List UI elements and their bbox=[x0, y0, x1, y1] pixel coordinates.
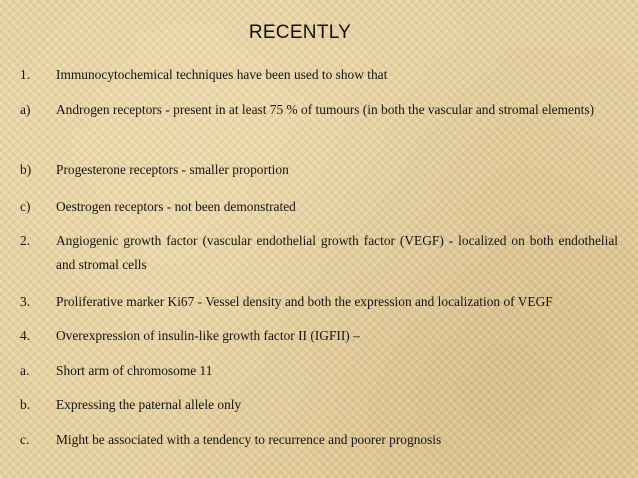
item-text: Proliferative marker Ki67 - Vessel density and both the expression and localization of VEGF bbox=[56, 294, 553, 309]
item-marker: b) bbox=[20, 162, 32, 177]
item-text: Androgen receptors - present in at least 75 % of tumours (in both the vascular and stromal elements) bbox=[56, 102, 595, 117]
item-marker: a. bbox=[20, 363, 30, 378]
item-marker: a) bbox=[20, 102, 31, 117]
item-text: Progesterone receptors - smaller proportion bbox=[56, 162, 289, 177]
list-item bbox=[20, 393, 618, 417]
item-text: Overexpression of insulin-like growth factor II (IGFII) – bbox=[56, 328, 360, 343]
item-text: Oestrogen receptors - not been demonstrated bbox=[56, 199, 296, 214]
list-item bbox=[20, 229, 618, 277]
list-item bbox=[20, 63, 618, 87]
item-text: Short arm of chromosome 11 bbox=[56, 363, 213, 378]
item-text: Expressing the paternal allele only bbox=[56, 397, 242, 412]
item-text: Might be associated with a tendency to recurrence and poorer prognosis bbox=[56, 432, 442, 447]
list-item bbox=[20, 324, 618, 348]
slide-title: RECENTLY bbox=[248, 22, 352, 43]
list-item bbox=[20, 428, 618, 452]
list-item bbox=[20, 98, 618, 122]
item-marker: 4. bbox=[20, 328, 31, 343]
item-text: Angiogenic growth factor (vascular endothelial growth factor (VEGF) - localized on both endothelial and stromal cells bbox=[56, 233, 618, 272]
item-marker: 1. bbox=[20, 67, 31, 82]
item-marker: b. bbox=[20, 397, 31, 412]
list-item bbox=[20, 158, 618, 182]
item-marker: c) bbox=[20, 199, 31, 214]
item-marker: 2. bbox=[20, 233, 31, 248]
list-item bbox=[20, 359, 618, 383]
list-item bbox=[20, 195, 618, 219]
item-text: Immunocytochemical techniques have been used to show that bbox=[56, 67, 388, 82]
item-marker: 3. bbox=[20, 294, 31, 309]
list-item bbox=[20, 290, 618, 314]
item-marker: c. bbox=[20, 432, 30, 447]
